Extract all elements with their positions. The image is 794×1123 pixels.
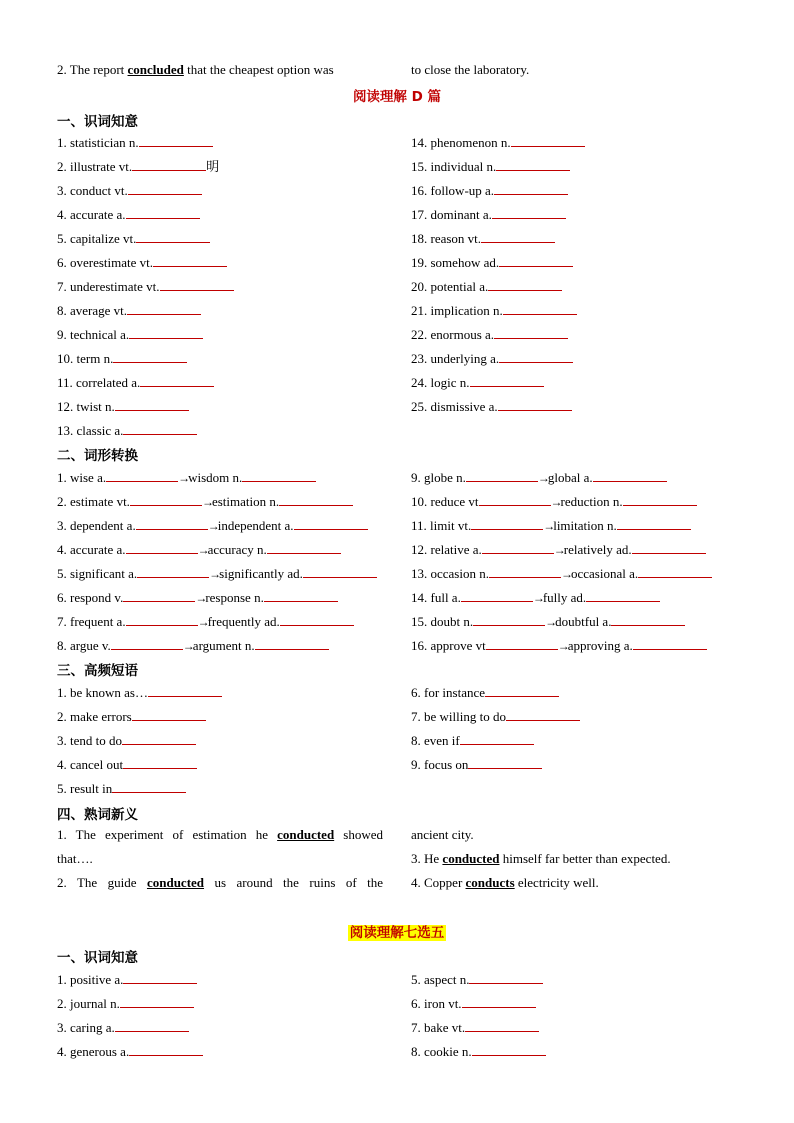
item-label: 9. globe n.	[411, 470, 466, 485]
bold-word: concluded	[127, 62, 184, 77]
arrow-icon: →	[197, 543, 210, 557]
item-label: wisdom n.	[188, 470, 243, 485]
item-label: 7. frequent a.	[57, 614, 126, 629]
arrow-icon: →	[543, 519, 556, 533]
item-label: 20. potential a.	[411, 279, 489, 294]
list-item	[411, 350, 573, 366]
answer-blank[interactable]	[115, 1019, 189, 1032]
answer-blank[interactable]	[499, 350, 573, 363]
answer-blank[interactable]	[267, 541, 341, 554]
part-heading: 四、熟词新义	[57, 807, 138, 823]
answer-blank[interactable]	[122, 732, 196, 745]
item-label: 4. generous a.	[57, 1044, 130, 1059]
answer-blank[interactable]	[123, 971, 197, 984]
part-heading: 三、高频短语	[57, 663, 138, 679]
list-item	[411, 637, 707, 653]
arrow-icon: →	[197, 615, 210, 629]
key-word: conducted	[277, 827, 335, 842]
item-label: 13. occasion n.	[411, 566, 489, 581]
item-label: 7. underestimate vt.	[57, 279, 160, 294]
answer-blank[interactable]	[132, 158, 206, 171]
key-word: conducts	[465, 875, 515, 890]
item-label: 6. overestimate vt.	[57, 255, 154, 270]
list-item	[411, 469, 667, 485]
answer-blank[interactable]	[126, 541, 198, 554]
item-label: doubtful a.	[555, 614, 612, 629]
item-label: 9. focus on	[411, 757, 469, 772]
part-heading: 一、识词知意	[57, 950, 138, 966]
answer-blank[interactable]	[465, 1019, 539, 1032]
item-label: relatively ad.	[563, 542, 632, 557]
list-item	[57, 1019, 189, 1035]
top-sentence-left	[57, 62, 334, 78]
sentence-text: us around the ruins of the	[204, 875, 383, 890]
answer-blank[interactable]	[140, 374, 214, 387]
item-label: 8. argue v.	[57, 638, 111, 653]
list-item	[411, 589, 660, 605]
item-label: 9. technical a.	[57, 327, 130, 342]
new-meaning-left	[57, 823, 383, 895]
item-label: 21. implication n.	[411, 303, 503, 318]
answer-blank[interactable]	[633, 637, 707, 650]
item-label: 8. average vt.	[57, 303, 128, 318]
item-label: 25. dismissive a.	[411, 399, 498, 414]
item-label: 19. somehow ad.	[411, 255, 500, 270]
item-label: 5. result in	[57, 781, 113, 796]
answer-blank[interactable]	[113, 350, 187, 363]
arrow-icon: →	[553, 543, 566, 557]
item-label: independent a.	[217, 518, 294, 533]
list-item	[411, 971, 543, 987]
key-word: conducted	[442, 851, 500, 866]
answer-blank[interactable]	[153, 254, 227, 267]
item-label: 4. accurate a.	[57, 542, 126, 557]
answer-blank[interactable]	[294, 517, 368, 530]
list-item	[57, 350, 187, 366]
sentence-2	[57, 871, 383, 895]
answer-blank[interactable]	[136, 230, 210, 243]
answer-blank[interactable]	[126, 206, 200, 219]
item-label: 6. for instance	[411, 685, 486, 700]
answer-blank[interactable]	[466, 469, 538, 482]
arrow-icon: →	[209, 567, 222, 581]
answer-blank[interactable]	[132, 708, 206, 721]
answer-blank[interactable]	[632, 541, 706, 554]
sentence-text: electricity well.	[514, 875, 599, 890]
sentence-text: 3. He	[411, 851, 443, 866]
item-label: 1. wise a.	[57, 470, 107, 485]
list-item	[411, 326, 568, 342]
item-label: 2. journal n.	[57, 996, 120, 1011]
item-label: accuracy n.	[207, 542, 267, 557]
answer-blank[interactable]	[148, 684, 222, 697]
item-suffix: 明	[206, 159, 220, 174]
section-title-d	[0, 85, 794, 105]
answer-blank[interactable]	[461, 589, 533, 602]
answer-blank[interactable]	[129, 326, 203, 339]
list-item	[57, 134, 213, 150]
item-label: 10. term n.	[57, 351, 114, 366]
item-label: 8. cookie n.	[411, 1044, 472, 1059]
list-item	[411, 158, 570, 174]
item-label: argument n.	[192, 638, 255, 653]
item-label: 11. correlated a.	[57, 375, 141, 390]
answer-blank[interactable]	[470, 374, 544, 387]
list-item	[411, 398, 572, 414]
sentence-text: to close the laboratory.	[411, 62, 530, 77]
answer-blank[interactable]	[623, 493, 697, 506]
sentence-text: himself far better than expected.	[499, 851, 671, 866]
item-label: 4. accurate a.	[57, 207, 126, 222]
answer-blank[interactable]	[494, 182, 568, 195]
answer-blank[interactable]	[462, 995, 536, 1008]
item-label: 12. twist n.	[57, 399, 115, 414]
list-item	[57, 158, 219, 174]
list-item	[57, 565, 377, 581]
answer-blank[interactable]	[242, 469, 316, 482]
part-heading: 二、词形转换	[57, 448, 138, 464]
item-label: 16. approve vt	[411, 638, 486, 653]
answer-blank[interactable]	[280, 613, 354, 626]
part-heading: 一、识词知意	[57, 114, 138, 130]
answer-blank[interactable]	[112, 780, 186, 793]
list-item	[57, 469, 316, 485]
answer-blank[interactable]	[489, 565, 561, 578]
item-label: frequently ad.	[207, 614, 280, 629]
answer-blank[interactable]	[482, 541, 554, 554]
list-item	[411, 134, 585, 150]
list-item	[57, 206, 200, 222]
list-item	[57, 732, 196, 748]
item-label: 1. be known as…	[57, 685, 148, 700]
answer-blank[interactable]	[137, 565, 209, 578]
item-label: 5. capitalize vt.	[57, 231, 137, 246]
answer-blank[interactable]	[130, 493, 202, 506]
item-label: 23. underlying a.	[411, 351, 500, 366]
answer-blank[interactable]	[472, 1043, 546, 1056]
sentence-text: 4. Copper	[411, 875, 466, 890]
sentence-text: that the cheapest option was	[183, 62, 334, 77]
list-item	[57, 422, 197, 438]
arrow-icon: →	[182, 639, 195, 653]
answer-blank[interactable]	[128, 182, 202, 195]
list-item	[57, 971, 197, 987]
list-item	[57, 493, 353, 509]
list-item	[411, 517, 691, 533]
list-item	[57, 302, 201, 318]
list-item	[411, 613, 685, 629]
item-label: significantly ad.	[219, 566, 303, 581]
answer-blank[interactable]	[127, 302, 201, 315]
list-item	[411, 708, 580, 724]
arrow-icon: →	[532, 591, 545, 605]
item-label: 1. positive a.	[57, 972, 124, 987]
list-item	[411, 206, 566, 222]
arrow-icon: →	[557, 639, 570, 653]
answer-blank[interactable]	[126, 613, 198, 626]
answer-blank[interactable]	[255, 637, 329, 650]
sentence-text: 1. The experiment of estimation he	[57, 827, 278, 842]
sentence-text: showed	[334, 827, 383, 842]
answer-blank[interactable]	[492, 206, 566, 219]
item-label: occasional a.	[570, 566, 639, 581]
list-item	[411, 1043, 546, 1059]
item-label: approving a.	[567, 638, 633, 653]
new-meaning-right	[411, 823, 741, 895]
answer-blank[interactable]	[115, 398, 189, 411]
list-item	[57, 756, 197, 772]
arrow-icon: →	[560, 567, 573, 581]
answer-blank[interactable]	[486, 637, 558, 650]
answer-blank[interactable]	[499, 254, 573, 267]
sentence-1-line-2	[57, 847, 383, 871]
answer-blank[interactable]	[473, 613, 545, 626]
arrow-icon: →	[545, 615, 558, 629]
answer-blank[interactable]	[264, 589, 338, 602]
item-label: limitation n.	[553, 518, 617, 533]
sentence-1-line-1	[57, 823, 383, 847]
answer-blank[interactable]	[586, 589, 660, 602]
sentence-3	[411, 847, 741, 871]
item-label: 1. statistician n.	[57, 135, 139, 150]
list-item	[57, 637, 329, 653]
answer-blank[interactable]	[617, 517, 691, 530]
item-label: 4. cancel out	[57, 757, 124, 772]
sentence-text: 2. The guide	[57, 875, 147, 890]
answer-blank[interactable]	[460, 732, 534, 745]
answer-blank[interactable]	[488, 278, 562, 291]
item-label: 15. individual n.	[411, 159, 497, 174]
list-item	[411, 182, 568, 198]
item-label: fully ad.	[542, 590, 587, 605]
list-item	[411, 684, 559, 700]
item-label: 3. dependent a.	[57, 518, 136, 533]
key-word: conducted	[146, 875, 205, 890]
answer-blank[interactable]	[503, 302, 577, 315]
item-label: 14. full a.	[411, 590, 461, 605]
item-label: 7. be willing to do	[411, 709, 506, 724]
item-label: 8. even if	[411, 733, 460, 748]
answer-blank[interactable]	[496, 158, 570, 171]
list-item	[57, 398, 189, 414]
item-label: 3. conduct vt.	[57, 183, 128, 198]
list-item	[57, 541, 341, 557]
list-item	[411, 278, 562, 294]
list-item	[57, 182, 202, 198]
section-title-75	[0, 921, 794, 941]
item-label: 7. bake vt.	[411, 1020, 466, 1035]
answer-blank[interactable]	[123, 756, 197, 769]
item-label: 11. limit vt.	[411, 518, 472, 533]
list-item	[57, 230, 210, 246]
item-label: 5. significant a.	[57, 566, 138, 581]
answer-blank[interactable]	[471, 517, 543, 530]
answer-blank[interactable]	[111, 637, 183, 650]
answer-blank[interactable]	[506, 708, 580, 721]
item-label: 14. phenomenon n.	[411, 135, 511, 150]
answer-blank[interactable]	[481, 230, 555, 243]
sentence-text: that….	[57, 851, 93, 866]
arrow-icon: →	[550, 495, 563, 509]
answer-blank[interactable]	[468, 756, 542, 769]
item-label: 16. follow-up a.	[411, 183, 495, 198]
answer-blank[interactable]	[279, 493, 353, 506]
arrow-icon: →	[207, 519, 220, 533]
item-label: response n.	[205, 590, 264, 605]
answer-blank[interactable]	[120, 995, 194, 1008]
item-label: 2. make errors	[57, 709, 132, 724]
item-label: 18. reason vt.	[411, 231, 482, 246]
list-item	[411, 254, 573, 270]
answer-blank[interactable]	[160, 278, 234, 291]
list-item	[57, 684, 222, 700]
sentence-continuation: ancient city.	[411, 827, 474, 842]
item-label: 3. caring a.	[57, 1020, 115, 1035]
list-item	[57, 374, 214, 390]
answer-blank[interactable]	[611, 613, 685, 626]
list-item	[411, 732, 534, 748]
arrow-icon: →	[201, 495, 214, 509]
list-item	[57, 995, 194, 1011]
answer-blank[interactable]	[638, 565, 712, 578]
sentence-4	[411, 871, 741, 895]
list-item	[411, 565, 712, 581]
list-item	[57, 708, 206, 724]
item-label: estimation n.	[211, 494, 280, 509]
item-label: 13. classic a.	[57, 423, 124, 438]
answer-blank[interactable]	[511, 134, 585, 147]
list-item	[411, 493, 697, 509]
item-label: 2. estimate vt.	[57, 494, 130, 509]
item-label: 15. doubt n.	[411, 614, 474, 629]
top-sentence-right	[411, 62, 529, 78]
arrow-icon: →	[537, 471, 550, 485]
list-item	[57, 254, 227, 270]
answer-blank[interactable]	[498, 398, 572, 411]
section-title-text: 阅读理解 D 篇	[352, 89, 442, 105]
list-item	[411, 230, 555, 246]
list-item	[57, 1043, 203, 1059]
item-label: global a.	[547, 470, 593, 485]
list-item	[57, 613, 354, 629]
answer-blank[interactable]	[494, 326, 568, 339]
answer-blank[interactable]	[106, 469, 178, 482]
answer-blank[interactable]	[593, 469, 667, 482]
answer-blank[interactable]	[485, 684, 559, 697]
list-item	[411, 374, 544, 390]
item-label: 5. aspect n.	[411, 972, 470, 987]
item-label: 6. respond v.	[57, 590, 124, 605]
answer-blank[interactable]	[469, 971, 543, 984]
item-label: 3. tend to do	[57, 733, 122, 748]
item-label: 22. enormous a.	[411, 327, 495, 342]
list-item	[57, 589, 338, 605]
list-item	[411, 541, 706, 557]
answer-blank[interactable]	[129, 1043, 203, 1056]
answer-blank[interactable]	[136, 517, 208, 530]
item-label: 12. relative a.	[411, 542, 482, 557]
item-label: 2. illustrate vt.	[57, 159, 133, 174]
list-item	[411, 756, 542, 772]
list-item	[57, 278, 234, 294]
item-label: 10. reduce vt	[411, 494, 479, 509]
item-label: reduction n.	[560, 494, 623, 509]
list-item	[57, 517, 368, 533]
answer-blank[interactable]	[123, 589, 195, 602]
arrow-icon: →	[195, 591, 208, 605]
item-label: 6. iron vt.	[411, 996, 462, 1011]
section-title-text: 阅读理解七选五	[349, 925, 445, 941]
list-item	[57, 326, 203, 342]
list-item	[411, 1019, 539, 1035]
answer-blank[interactable]	[479, 493, 551, 506]
answer-blank[interactable]	[303, 565, 377, 578]
sentence-text: 2. The report	[57, 62, 128, 77]
item-label: 17. dominant a.	[411, 207, 492, 222]
list-item	[57, 780, 186, 796]
answer-blank[interactable]	[123, 422, 197, 435]
item-label: 24. logic n.	[411, 375, 470, 390]
answer-blank[interactable]	[139, 134, 213, 147]
list-item	[411, 302, 577, 318]
arrow-icon: →	[178, 471, 191, 485]
list-item	[411, 995, 536, 1011]
